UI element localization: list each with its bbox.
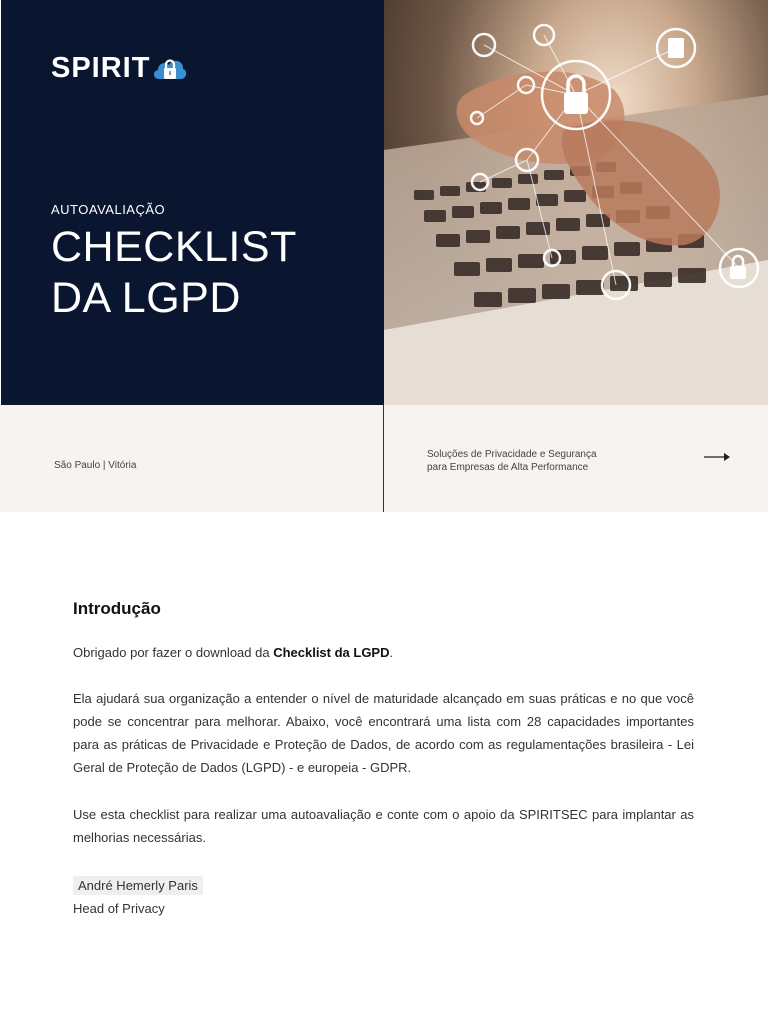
intro-p1-suffix: . — [389, 645, 394, 660]
intro-paragraph-3: Use esta checklist para realizar uma autoavaliação e conte com o apoio da SPIRITSEC para implantar as melhorias necessárias. — [73, 807, 694, 845]
cover-tagline — [427, 448, 597, 474]
cover-title — [51, 222, 297, 324]
brand-logo-text: SPIRIT — [51, 52, 151, 84]
cover-band-divider — [383, 405, 384, 512]
intro-paragraph-2: Ela ajudará sua organização a entender o nível de maturidade alcançado em suas práticas e no que você pode se concentrar para melhorar. Abaixo, você encontrará uma lista com 28 capacidades importantes para as práticas de Privacidade e Proteção de Dados, de acordo com as regulamentações brasileira - Lei Geral de Proteção de Dados (LGPD) - e europeia - GDPR. — [73, 691, 694, 775]
intro-p1-prefix: Obrigado por fazer o download da — [73, 645, 274, 660]
padlock-cloud-icon — [151, 51, 187, 85]
cover-cities: São Paulo | Vitória — [54, 460, 137, 471]
cover-tagline-line-2: para Empresas de Alta Performance — [427, 462, 589, 473]
intro-section — [73, 598, 694, 620]
intro-heading: Introdução — [73, 599, 161, 618]
intro-p1-bold: Checklist da LGPD — [273, 645, 390, 660]
laptop-security-illustration — [384, 0, 768, 405]
cover-navy-panel — [1, 0, 384, 405]
brand-logo — [51, 50, 187, 86]
cover-tagline-line-1: Soluções de Privacidade e Segurança — [427, 449, 597, 460]
cover-title-line-2: DA LGPD — [51, 274, 241, 322]
cover-title-line-1: CHECKLIST — [51, 223, 297, 271]
cover-eyebrow: AUTOAVALIAÇÃO — [51, 202, 166, 217]
arrow-right-icon — [704, 451, 732, 463]
intro-paragraph-1 — [73, 641, 694, 664]
signature-role: Head of Privacy — [73, 901, 165, 916]
cover-footer-band — [0, 405, 768, 512]
signature-name: André Hemerly Paris — [73, 876, 203, 895]
cover-photo — [384, 0, 768, 405]
